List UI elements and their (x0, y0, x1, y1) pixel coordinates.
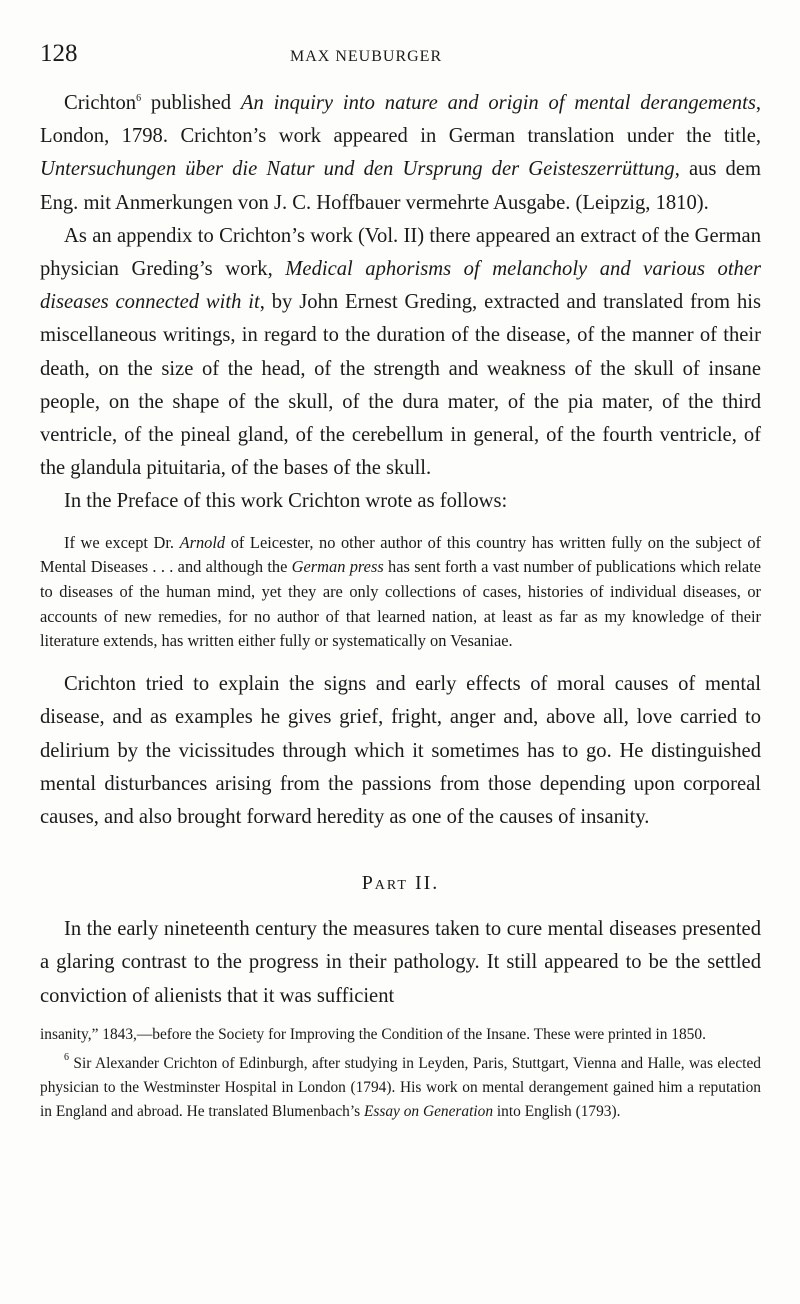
text-run: has sent forth a vast number of publications which relate to diseases of the human mind, yet they are only collections of cases, histories of individual diseases, or accounts of new remedies, for no author of that learned nation, at least as far as my knowledge of their literature extends, has written either fully or systematically on Vesaniae. (40, 557, 761, 651)
text-run: into English (1793). (493, 1102, 621, 1120)
text-run: of Leicester, no other author of this country has written fully on the subject of Mental Diseases . . . and although the (40, 532, 761, 577)
footnote-mark: 6 (64, 1052, 69, 1064)
book-title: Untersuchungen über die Natur und den Ursprung der Geisteszerrüttung (40, 158, 675, 181)
text-run: , London, 1798. Crichton’s work appeared in German translation under the title, (40, 92, 761, 148)
page-number: 128 (40, 40, 78, 67)
footnote-continuation: insanity,” 1843,—before the Society for Improving the Condition of the Insane. These were printed in 1850. (40, 1025, 706, 1043)
footnote-6 (40, 1046, 761, 1123)
text-run: As an appendix to Crichton’s work (Vol. II) there appeared an extract of the German physician Greding’s work, (40, 224, 761, 281)
paragraph: In the early nineteenth century the measures taken to cure mental diseases presented a glaring contrast to the progress in their pathology. It still appeared to be the settled conviction of alienists that it was sufficient (40, 918, 761, 1007)
quote-paragraph (40, 531, 761, 655)
book-title: Essay on Generation (363, 1102, 494, 1120)
book-title: An inquiry into nature and origin of mental derangements (240, 92, 756, 114)
paragraph (40, 82, 761, 220)
paragraph (40, 220, 761, 486)
text-run: If we except Dr. (64, 532, 180, 552)
text-run: , aus dem Eng. mit Anmerkungen von J. C. Hoffbauer vermehrte Ausgabe. (Leipzig, 1810). (40, 158, 762, 214)
page-header (40, 40, 761, 80)
main-text-continued (40, 668, 761, 834)
main-text-part-two (40, 913, 761, 1013)
italic-name: Arnold (179, 532, 226, 552)
running-title: MAX NEUBURGER (290, 48, 443, 65)
text-run: , by John Ernest Greding, extracted and translated from his miscellaneous writings, in regard to the duration of the disease, of the manner of their death, on the size of the head, of the strength and weakness of the skull of insane people, on the shape of the skull, of the dura mater, of the pia mater, of the third ventricle, of the pineal gland, of the cerebellum in general, of the fourth ventricle, of the glandula pituitaria, of the bases of the skull. (40, 291, 761, 480)
paragraph: Crichton tried to explain the signs and early effects of moral causes of mental disease, and as examples he gives grief, fright, anger and, above all, love carried to delirium by the vicissitudes through which it sometimes has to go. He distinguished mental disturbances arising from the passions from those depending upon corporeal causes, and also brought forward heredity as one of the causes of insanity. (40, 673, 761, 828)
text-run: Crichton (64, 92, 137, 114)
section-heading: Part II. (361, 872, 440, 895)
block-quote (40, 531, 761, 655)
book-title: Medical aphorisms of melancholy and various other diseases connected with it (40, 258, 761, 314)
main-text (40, 82, 761, 519)
page (40, 40, 761, 1124)
footnotes (40, 1023, 761, 1124)
text-run: published (141, 92, 241, 114)
footnote-ref: 6 (136, 93, 142, 104)
italic-phrase: German press (291, 557, 384, 577)
paragraph: In the Preface of this work Crichton wrote as follows: (64, 490, 508, 513)
text-run: Sir Alexander Crichton of Edinburgh, after studying in Leyden, Paris, Stuttgart, Vienna and Halle, was elected physician to the Westminster Hospital in London (1794). His work on mental derangement gained him a reputation in England and abroad. He translated Blumenbach’s (40, 1055, 761, 1120)
